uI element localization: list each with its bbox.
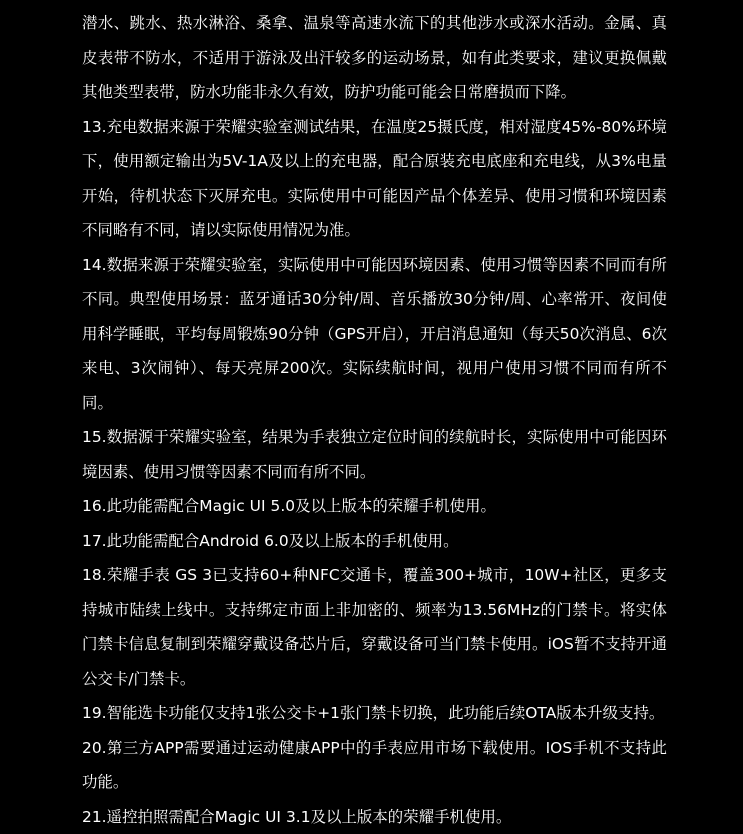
footnote-item: 19.智能选卡功能仅支持1张公交卡+1张门禁卡切换，此功能后续OTA版本升级支持。 (82, 696, 667, 731)
footnote-item: 20.第三方APP需要通过运动健康APP中的手表应用市场下载使用。IOS手机不支持此功能。 (82, 731, 667, 800)
footnote-item: 13.充电数据来源于荣耀实验室测试结果，在温度25摄氏度，相对湿度45%-80%环境下，使用额定输出为5V-1A及以上的充电器，配合原装充电底座和充电线，从3%电量开始，待机状态下灭屏充电。实际使用中可能因产品个体差异、使用习惯和环境因素不同略有不同，请以实际使用情况为准。 (82, 110, 667, 248)
footnote-list (82, 6, 667, 834)
footnote-item: 17.此功能需配合Android 6.0及以上版本的手机使用。 (82, 524, 667, 559)
footnote-item: 21.遥控拍照需配合Magic UI 3.1及以上版本的荣耀手机使用。 (82, 800, 667, 834)
footnote-item: 14.数据来源于荣耀实验室，实际使用中可能因环境因素、使用习惯等因素不同而有所不同。典型使用场景：蓝牙通话30分钟/周、音乐播放30分钟/周、心率常开、夜间使用科学睡眠，平均每周锻炼90分钟（GPS开启），开启消息通知（每天50次消息、6次来电、3次闹钟）、每天亮屏200次。实际续航时间，视用户使用习惯不同而有所不同。 (82, 248, 667, 421)
footnote-item: 15.数据源于荣耀实验室，结果为手表独立定位时间的续航时长，实际使用中可能因环境因素、使用习惯等因素不同而有所不同。 (82, 420, 667, 489)
footnote-item: 18.荣耀手表 GS 3已支持60+种NFC交通卡，覆盖300+城市，10W+社区，更多支持城市陆续上线中。支持绑定市面上非加密的、频率为13.56MHz的门禁卡。将实体门禁卡信息复制到荣耀穿戴设备芯片后，穿戴设备可当门禁卡使用。iOS暂不支持开通公交卡/门禁卡。 (82, 558, 667, 696)
footnote-item: 16.此功能需配合Magic UI 5.0及以上版本的荣耀手机使用。 (82, 489, 667, 524)
footnote-item: 潜水、跳水、热水淋浴、桑拿、温泉等高速水流下的其他涉水或深水活动。金属、真皮表带不防水，不适用于游泳及出汗较多的运动场景，如有此类要求，建议更换佩戴其他类型表带，防水功能非永久有效，防护功能可能会日常磨损而下降。 (82, 6, 667, 110)
